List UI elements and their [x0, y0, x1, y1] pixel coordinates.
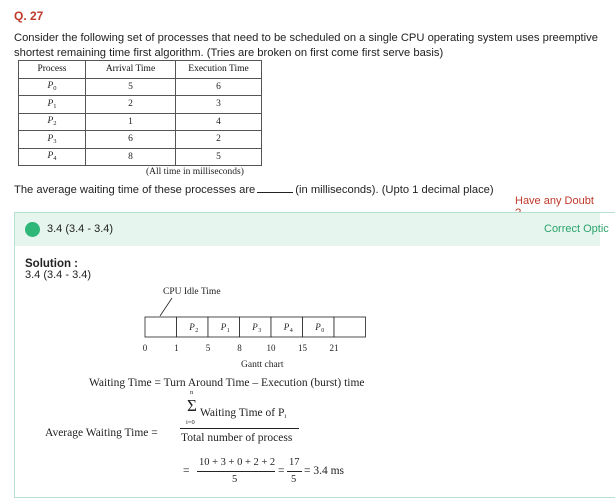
gantt-tick-label: 0	[142, 343, 148, 353]
column-header: Execution Time	[176, 61, 262, 79]
sum-term	[200, 407, 286, 420]
process-cell: $P_0$	[19, 78, 86, 96]
correct-indicator-icon	[25, 222, 40, 237]
waiting-time-equation: Waiting Time = Turn Around Time – Execution (burst) time	[89, 377, 365, 389]
gantt-process-subscript: 1	[226, 328, 230, 334]
gantt-cell	[334, 317, 366, 337]
avg-denominator: Total number of process	[181, 432, 293, 444]
solution-value: 3.4 (3.4 - 3.4)	[25, 269, 92, 281]
gantt-process-subscript: 0	[321, 328, 325, 334]
sigma-icon: Σ	[187, 396, 197, 415]
process-cell: $P_2$	[19, 113, 86, 131]
process-cell: $P_3$	[19, 131, 86, 149]
gantt-process-label: P	[283, 322, 290, 332]
table-row	[19, 96, 262, 114]
question-prompt	[14, 183, 494, 196]
fraction-bar	[287, 471, 302, 472]
arrival-cell: 8	[86, 148, 176, 166]
calc-result: = 3.4 ms	[304, 465, 345, 477]
table-row	[19, 131, 262, 149]
arrival-cell: 2	[86, 96, 176, 114]
gantt-tick-label: 21	[329, 343, 339, 353]
prompt-text: The average waiting time of these processes are	[14, 184, 256, 196]
avg-waiting-lhs: Average Waiting Time =	[45, 427, 158, 439]
process-cell: $P_4$	[19, 148, 86, 166]
gantt-tick-label: 10	[266, 343, 276, 353]
correct-option-label: Correct Optic	[544, 223, 609, 235]
execution-cell: 4	[176, 113, 262, 131]
answer-blank	[257, 183, 293, 193]
table-row	[19, 148, 262, 166]
arrival-cell: 5	[86, 78, 176, 96]
sum-term-subscript: i	[284, 413, 287, 420]
gantt-process-subscript: 2	[195, 328, 199, 334]
equals-sign: =	[278, 465, 285, 477]
fraction-bar	[197, 471, 275, 472]
calc-numerator: 17	[289, 457, 300, 468]
question-text: Consider the following set of processes that need to be scheduled on a single CPU operating system uses preemptive shortest remaining time first algorithm. (Tries are broken on first come first serve basis)	[14, 32, 598, 59]
sum-lower-limit: i=0	[186, 419, 195, 426]
prompt-text: (in milliseconds). (Upto 1 decimal place)	[295, 184, 494, 196]
execution-cell: 2	[176, 131, 262, 149]
doubt-link[interactable]: Have any Doubt	[515, 195, 594, 207]
solution-heading: Solution :	[25, 258, 79, 270]
sum-term-text: Waiting Time of P	[200, 407, 285, 419]
execution-cell: 6	[176, 78, 262, 96]
fraction-bar	[180, 428, 299, 429]
gantt-chart	[100, 280, 400, 372]
execution-cell: 5	[176, 148, 262, 166]
gantt-process-label: P	[220, 322, 227, 332]
idle-pointer	[160, 298, 172, 316]
table-header-row	[19, 61, 262, 79]
column-header: Process	[19, 61, 86, 79]
gantt-tick-label: 5	[205, 343, 211, 353]
table-row	[19, 113, 262, 131]
table-row	[19, 78, 262, 96]
question-number: Q. 27	[14, 9, 44, 23]
execution-cell: 3	[176, 96, 262, 114]
answer-value: 3.4 (3.4 - 3.4)	[47, 223, 114, 235]
process-table	[18, 60, 262, 166]
arrival-cell: 6	[86, 131, 176, 149]
idle-label: CPU Idle Time	[163, 287, 221, 297]
gantt-tick-label: 15	[298, 343, 307, 353]
sum-upper-limit: n	[190, 389, 194, 396]
gantt-process-subscript: 4	[289, 328, 293, 334]
calc-denominator: 5	[232, 474, 238, 485]
gantt-tick-label: 8	[237, 343, 242, 353]
gantt-tick-label: 1	[174, 343, 179, 353]
calc-numerator: 10 + 3 + 0 + 2 + 2	[199, 457, 276, 468]
column-header: Arrival Time	[86, 61, 176, 79]
equals-sign: =	[183, 465, 190, 477]
calc-denominator: 5	[291, 474, 297, 485]
units-note: (All time in milliseconds)	[146, 167, 244, 177]
arrival-cell: 1	[86, 113, 176, 131]
gantt-cell	[145, 317, 177, 337]
gantt-process-label: P	[189, 322, 195, 332]
process-cell: $P_1$	[19, 96, 86, 114]
gantt-process-label: P	[315, 322, 321, 332]
gantt-process-label: P	[252, 322, 258, 332]
gantt-process-subscript: 3	[258, 328, 262, 334]
gantt-caption: Gantt chart	[241, 360, 284, 370]
